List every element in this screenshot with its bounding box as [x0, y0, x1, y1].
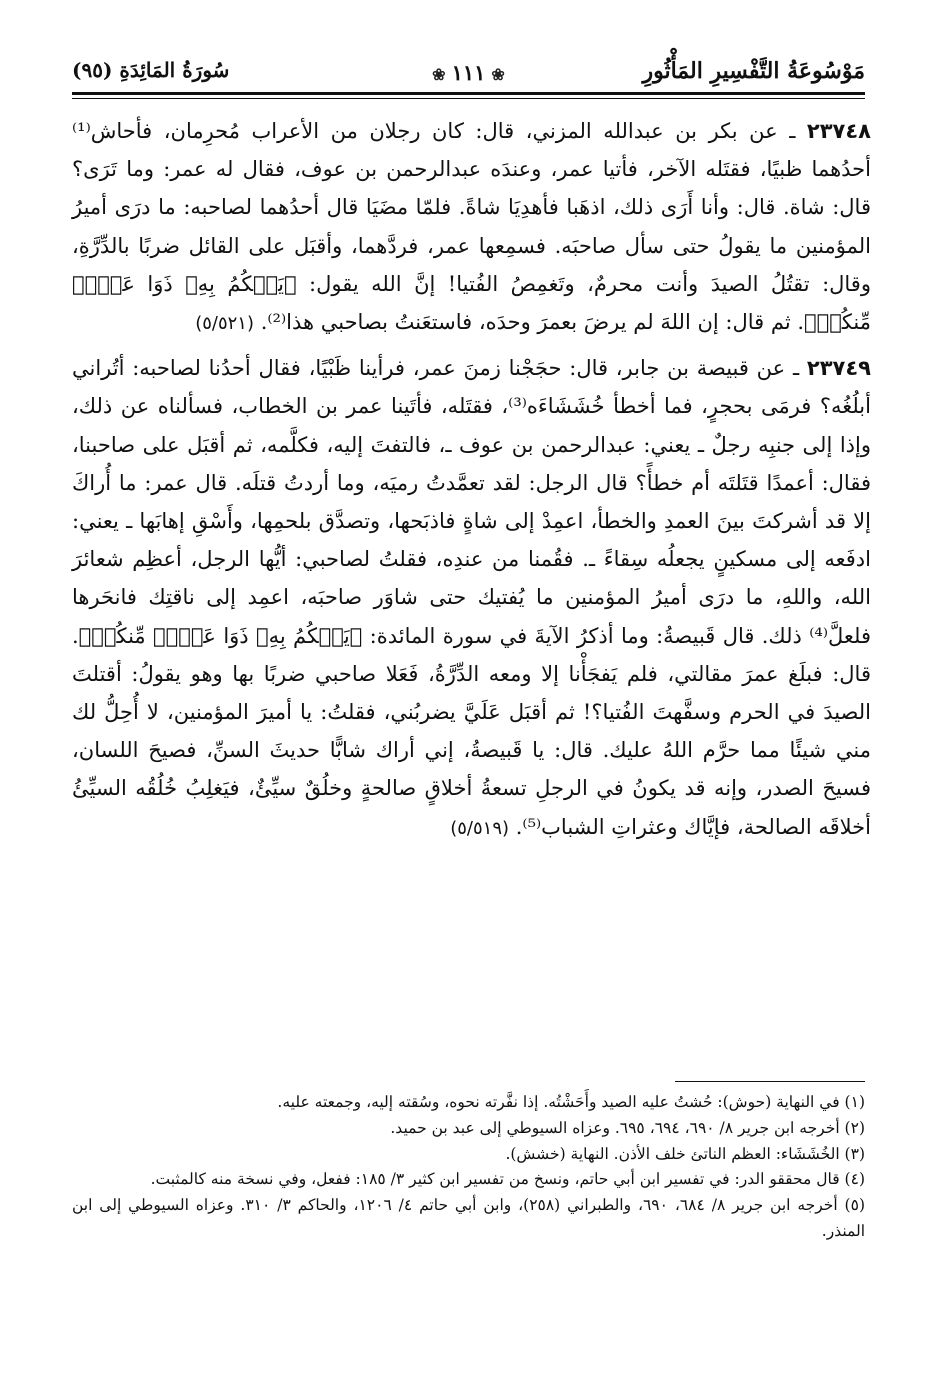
- footnote-divider: [675, 1081, 865, 1082]
- footnote: (٢) أخرجه ابن جرير ٨/ ٦٩٠، ٦٩٤، ٦٩٥. وعزاه السيوطي إلى عبد بن حميد.: [390, 1118, 865, 1137]
- entry-number: ٢٣٧٤٨: [806, 119, 871, 143]
- entry-number: ٢٣٧٤٩: [806, 356, 871, 381]
- surah-label: سُورَةُ المَائِدَةِ (٩٥): [72, 58, 230, 82]
- entry: [72, 112, 871, 343]
- footnotes: [72, 1090, 865, 1245]
- footnote: (٤) قال محققو الدر: في تفسير ابن أبي حاتم، ونسخ من تفسير ابن كثير ٣/ ١٨٥: ففعل، وفي نسخة منه كالمثبت.: [150, 1170, 865, 1189]
- entry-reference: (٥/٥٢١): [195, 313, 255, 335]
- ornament-left-icon: ❀: [432, 65, 446, 84]
- entry-reference: (٥/٥١٩): [450, 817, 510, 839]
- footnote: (٣) الخُشَشَاء: العظم الناتئ خلف الأذن. النهاية (خشش).: [505, 1144, 865, 1163]
- book-title: مَوْسُوعَةُ التَّفْسِيرِ المَأْثُورِ: [642, 58, 865, 84]
- ornament-right-icon: ❀: [491, 65, 505, 84]
- footnote: (٥) أخرجه ابن جرير ٨/ ٦٨٤، ٦٩٠، والطبراني (٢٥٨)، وابن أبي حاتم ٤/ ١٢٠٦، والحاكم ٣/ ٣١٠. وعزاه السيوطي إلى ابن المنذر.: [72, 1196, 865, 1240]
- page-number: ١١١: [451, 60, 486, 85]
- entry: [72, 349, 871, 848]
- header-rule-thick: [72, 92, 865, 95]
- header-rule-thin: [72, 98, 865, 99]
- main-text: [72, 112, 871, 854]
- footnote: (١) في النهاية (حوش): حُشتُ عليه الصيد وأَحَشْتُه. إذا نفَّرته نحوه، وسُقته إليه، وجمعته عليه.: [277, 1093, 865, 1111]
- entry-text: ـ عن قبيصة بن جابر، قال: حجَجْنا زمنَ عمر، فرأينا ظَبْيًا، فقال أحدُنا لصاحبه: أتُراني أبلُغُه؟ فرمَى بحجرٍ، فما أخطأ خُشَشَاءَه⁽³⁾، فقتَله، فأتَينا عمر بن الخطاب، فسألناه عن ذلك، وإذا إلى جنبِه رجلٌ ـ يعني: عبدالرحمن بن عوف ـ، فالتفتَ إليه، فكلَّمه، ثم أقبَل على صاحبنا، فقال: أعمدًا قتَلتَه أم خطأً؟ قال الرجل: لقد تعمَّدتُ رميَه، وما أردتُ قتلَه. قال عمر: ما أُراكَ إلا قد أشركتَ بينَ العمدِ والخطأ، اعمِدْ إلى شاةٍ فاذبَحها، وتصدَّق بلحمِها، وأَسْقِ إهابَها ـ يعني: ادفَعه إلى مسكينٍ يجعلُه سِقاءً ـ. فقُمنا من عندِه، فقلتُ لصاحبي: أيُّها الرجل، أعظِم شعائرَ الله، واللهِ، ما درَى أميرُ المؤمنين ما يُفتيك حتى شاوَر صاحبَه، اعمِد إلى ناقتِك فانحَرها فلعلَّ⁽⁴⁾ ذلك. قال قَبيصةُ: وما أذكرُ الآيةَ في سورة المائدة: ﴿يَحۡكُمُ بِهِۦ ذَوَا عَدۡلٖ مِّنكُمۡ﴾. قال: فبلَغ عمرَ مقالتي، فلم يَفجَأْنا إلا ومعه الدِّرَّةُ، فَعَلا صاحبي ضربًا بها وهو يقولُ: أقتلتَ الصيدَ في الحرم وسفَّهتَ الفُتيا؟! ثم أقبَل عَلَيَّ يضربُني، فقلتُ: يا أميرَ المؤمنين، لا أُحِلُّ لك مني شيئًا مما حرَّم اللهُ عليك. قال: يا قَبيصةُ، إني أراك شابًّا حديثَ السنِّ، فصيحَ اللسان، فسيحَ الصدر، وإنه قد يكونُ في الرجلِ تسعةُ أخلاقٍ صالحةٍ وخلُقٌ سيِّئٌ، فيَغلِبُ خُلُقُه السيِّئُ أخلاقَه الصالحة، فإيَّاك وعثراتِ الشباب⁽⁵⁾.: [72, 356, 871, 839]
- entry-text: ـ عن بكر بن عبدالله المزني، قال: كان رجلان من الأعراب مُحرِمان، فأحاش⁽¹⁾ أحدُهما ظبيًا، فقتَله الآخر، فأتيا عمر، وعندَه عبدالرحمن بن عوف، فقال له عمر: وما تَرَى؟ قال: شاة. قال: وأنا أَرَى ذلك، اذهَبا فأهدِيَا شاةً. فلمّا مضَيَا قال أحدُهما لصاحبه: ما درَى أميرُ المؤمنين ما يقولُ حتى سأل صاحبَه. فسمِعها عمر، فردَّهما، وأقبَل على القائل ضربًا بالدِّرَّةِ، وقال: تقتُلُ الصيدَ وأنت محرمٌ، وتَغمِصُ الفُتيا! إنَّ الله يقول: ﴿يَحۡكُمُ بِهِۦ ذَوَا عَدۡلٖ مِّنكُمۡ﴾. ثم قال: إن اللهَ لم يرضَ بعمرَ وحدَه، فاستعَنتُ بصاحبي هذا⁽²⁾.: [72, 119, 871, 335]
